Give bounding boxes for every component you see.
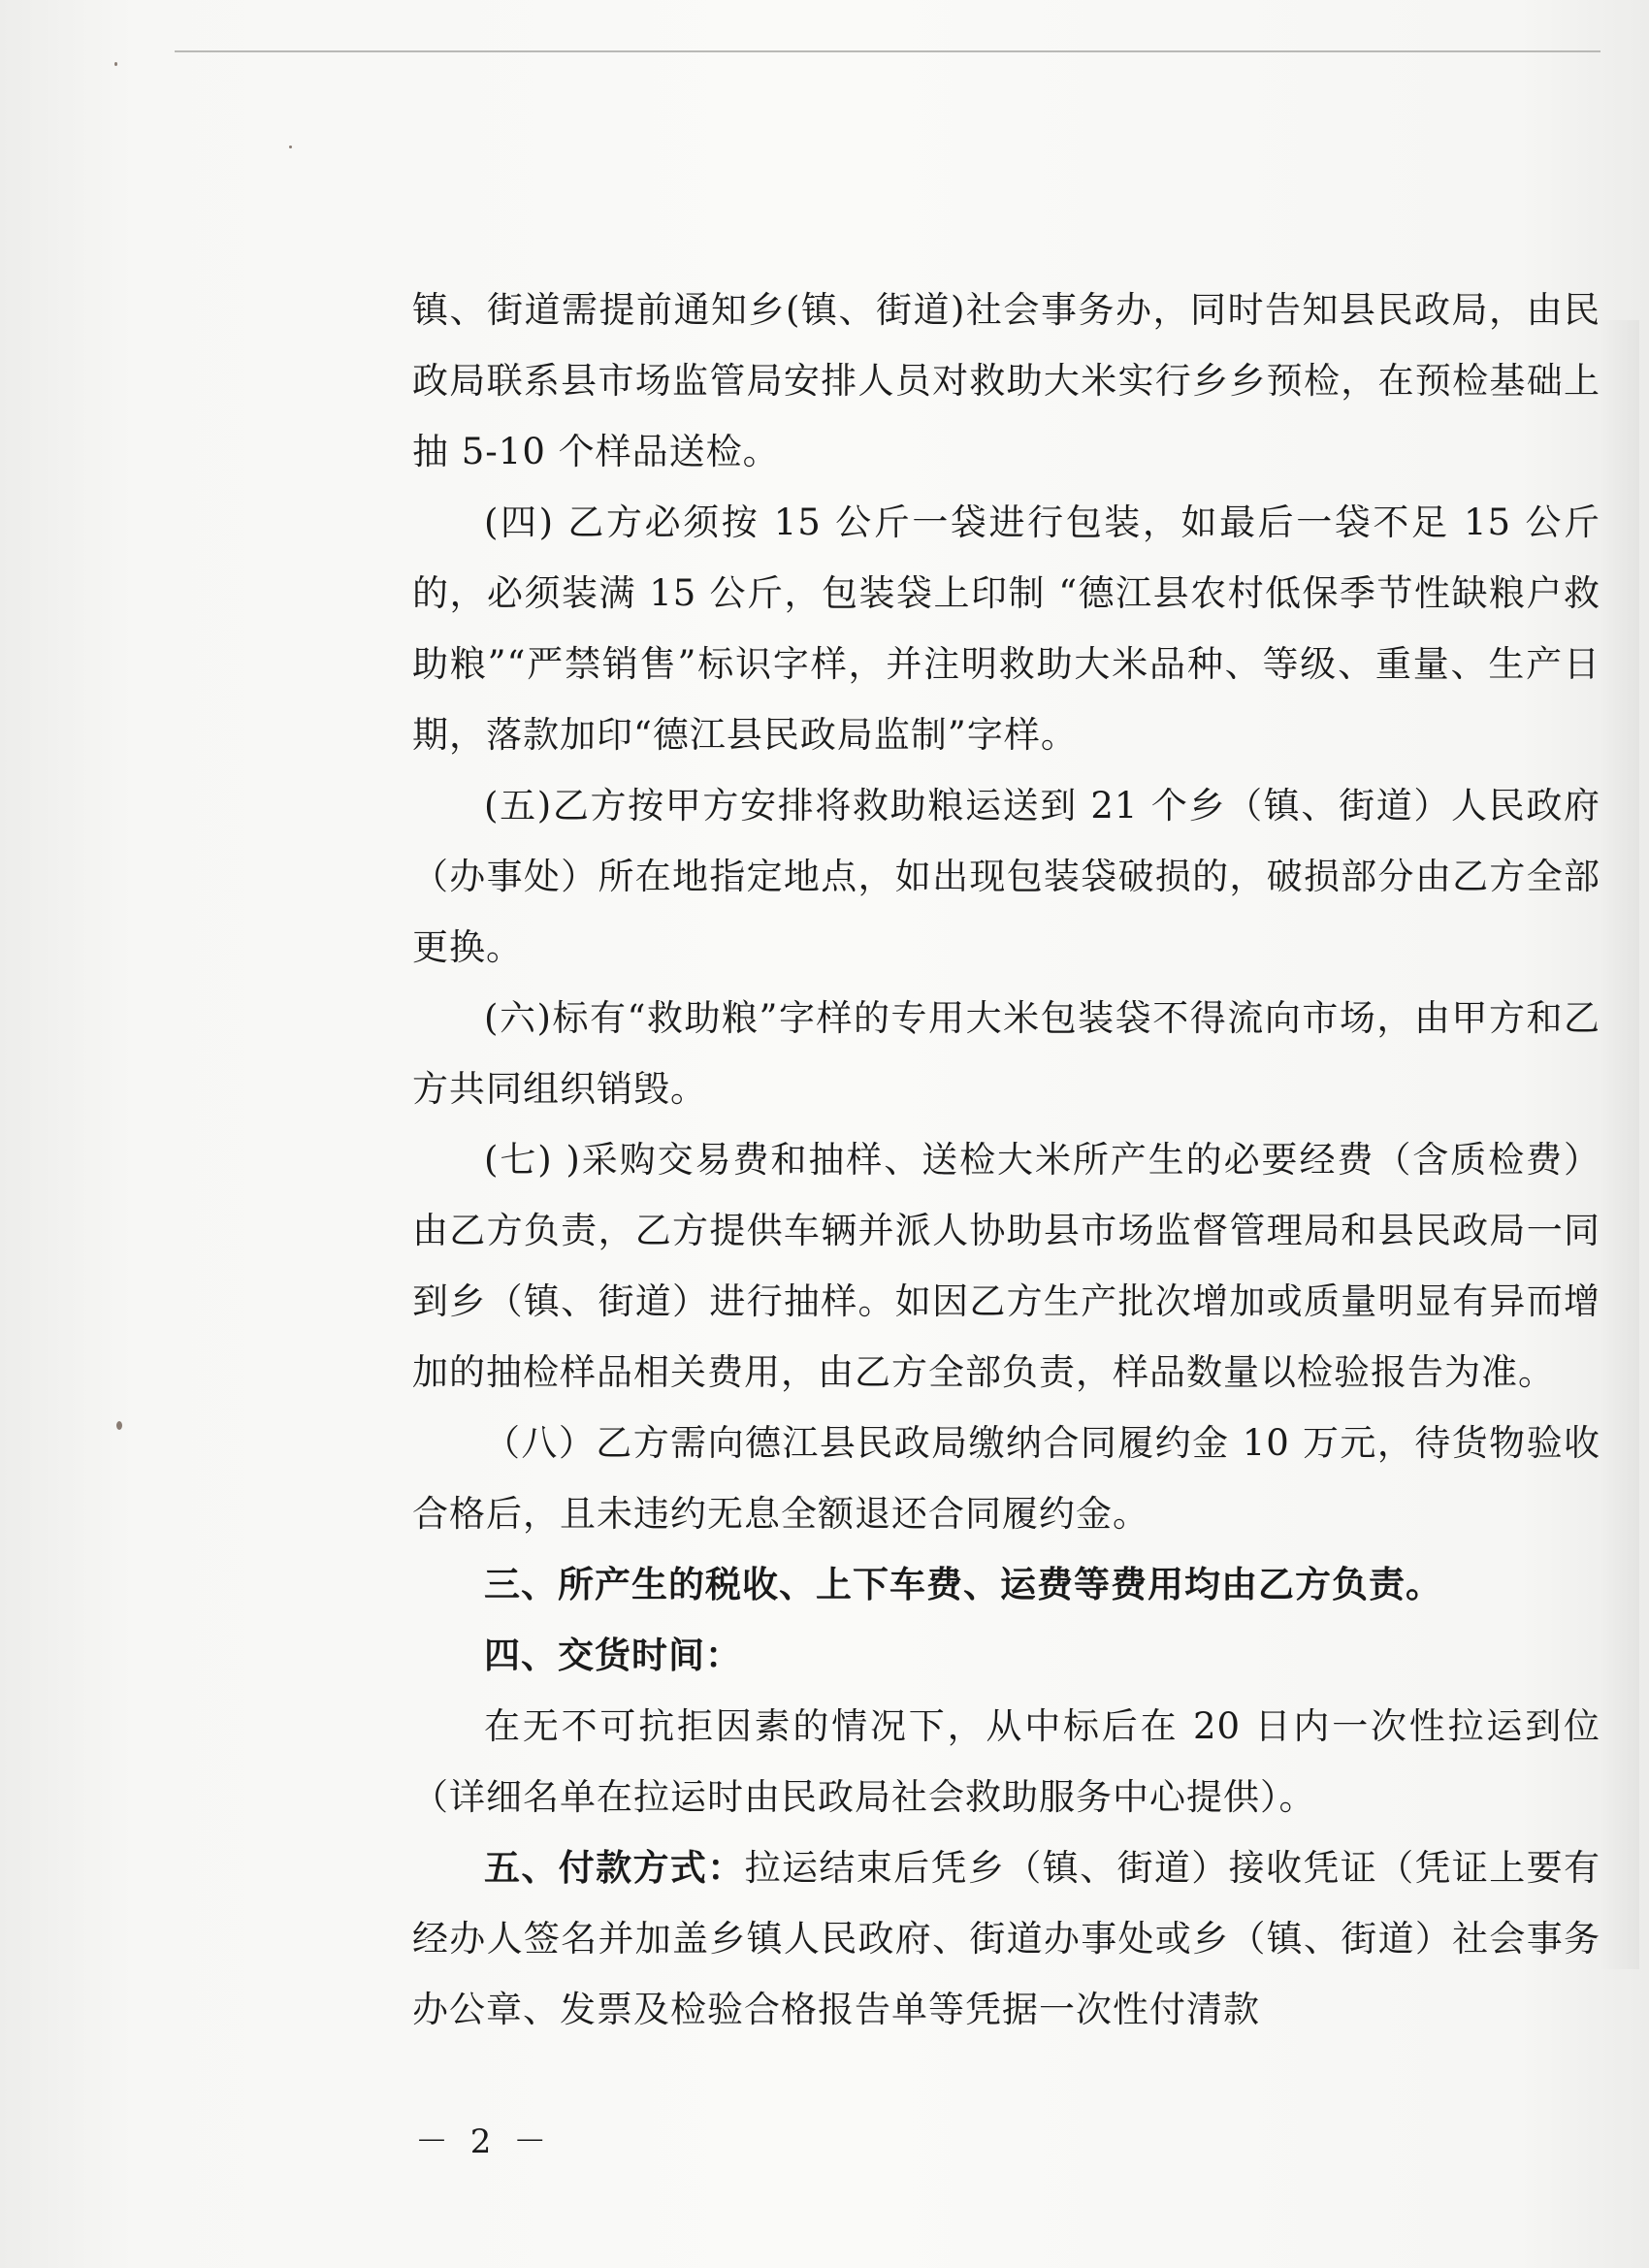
clause-8-performance-deposit: （八）乙方需向德江县民政局缴纳合同履约金 10 万元，待货物验收合格后，且未违约无息全额退还合同履约金。 xyxy=(412,1422,1600,1535)
payment-method-paragraph xyxy=(412,1832,1600,2045)
clause-5-delivery-points: (五)乙方按甲方安排将救助粮运送到 21 个乡（镇、街道）人民政府（办事处）所在地指定地点，如出现包装袋破损的，破损部分由乙方全部更换。 xyxy=(412,785,1600,968)
scan-speck xyxy=(114,62,117,66)
clause-7-inspection-costs: (七) )采购交易费和抽样、送检大米所产生的必要经费（含质检费）由乙方负责，乙方提供车辆并派人协助县市场监督管理局和县民政局一同到乡（镇、街道）进行抽样。如因乙方生产批次增加或质量明显有异而增加的抽检样品相关费用，由乙方全部负责，样品数量以检验报告为准。 xyxy=(412,1139,1600,1393)
payment-method-text: 拉运结束后凭乡（镇、街道）接收凭证（凭证上要有经办人签名并加盖乡镇人民政府、街道办事处或乡（镇、街道）社会事务办公章、发票及检验合格报告单等凭据一次性付清款 xyxy=(412,1847,1600,2030)
clause-6-bag-destruction: (六)标有“救助粮”字样的专用大米包装袋不得流向市场，由甲方和乙方共同组织销毁。 xyxy=(412,997,1600,1110)
section-4-heading: 四、交货时间： xyxy=(484,1635,742,1676)
page-number: － 2 － xyxy=(415,2122,553,2161)
page-edge-line xyxy=(175,50,1600,52)
section-3-heading: 三、所产生的税收、上下车费、运费等费用均由乙方负责。 xyxy=(484,1564,1442,1605)
scan-speck xyxy=(116,1421,122,1430)
section-5-heading: 五、付款方式： xyxy=(484,1847,745,1889)
paragraph-continuation: 镇、街道需提前通知乡(镇、街道)社会事务办，同时告知县民政局，由民政局联系县市场监管局安排人员对救助大米实行乡乡预检，在预检基础上抽 5-10 个样品送检。 xyxy=(412,289,1600,472)
scan-speck xyxy=(289,146,292,148)
document-body xyxy=(412,275,1600,2045)
clause-4-packaging: (四) 乙方必须按 15 公斤一袋进行包装，如最后一袋不足 15 公斤的，必须装满 15 公斤，包装袋上印制 “德江县农村低保季节性缺粮户救助粮”“严禁销售”标识字样，并注明救助大米品种、等级、重量、生产日期，落款加印“德江县民政局监制”字样。 xyxy=(412,502,1600,756)
scan-bleed-through xyxy=(1600,320,1639,1969)
delivery-time-paragraph: 在无不可抗拒因素的情况下，从中标后在 20 日内一次性拉运到位（详细名单在拉运时由民政局社会救助服务中心提供）。 xyxy=(412,1705,1600,1818)
